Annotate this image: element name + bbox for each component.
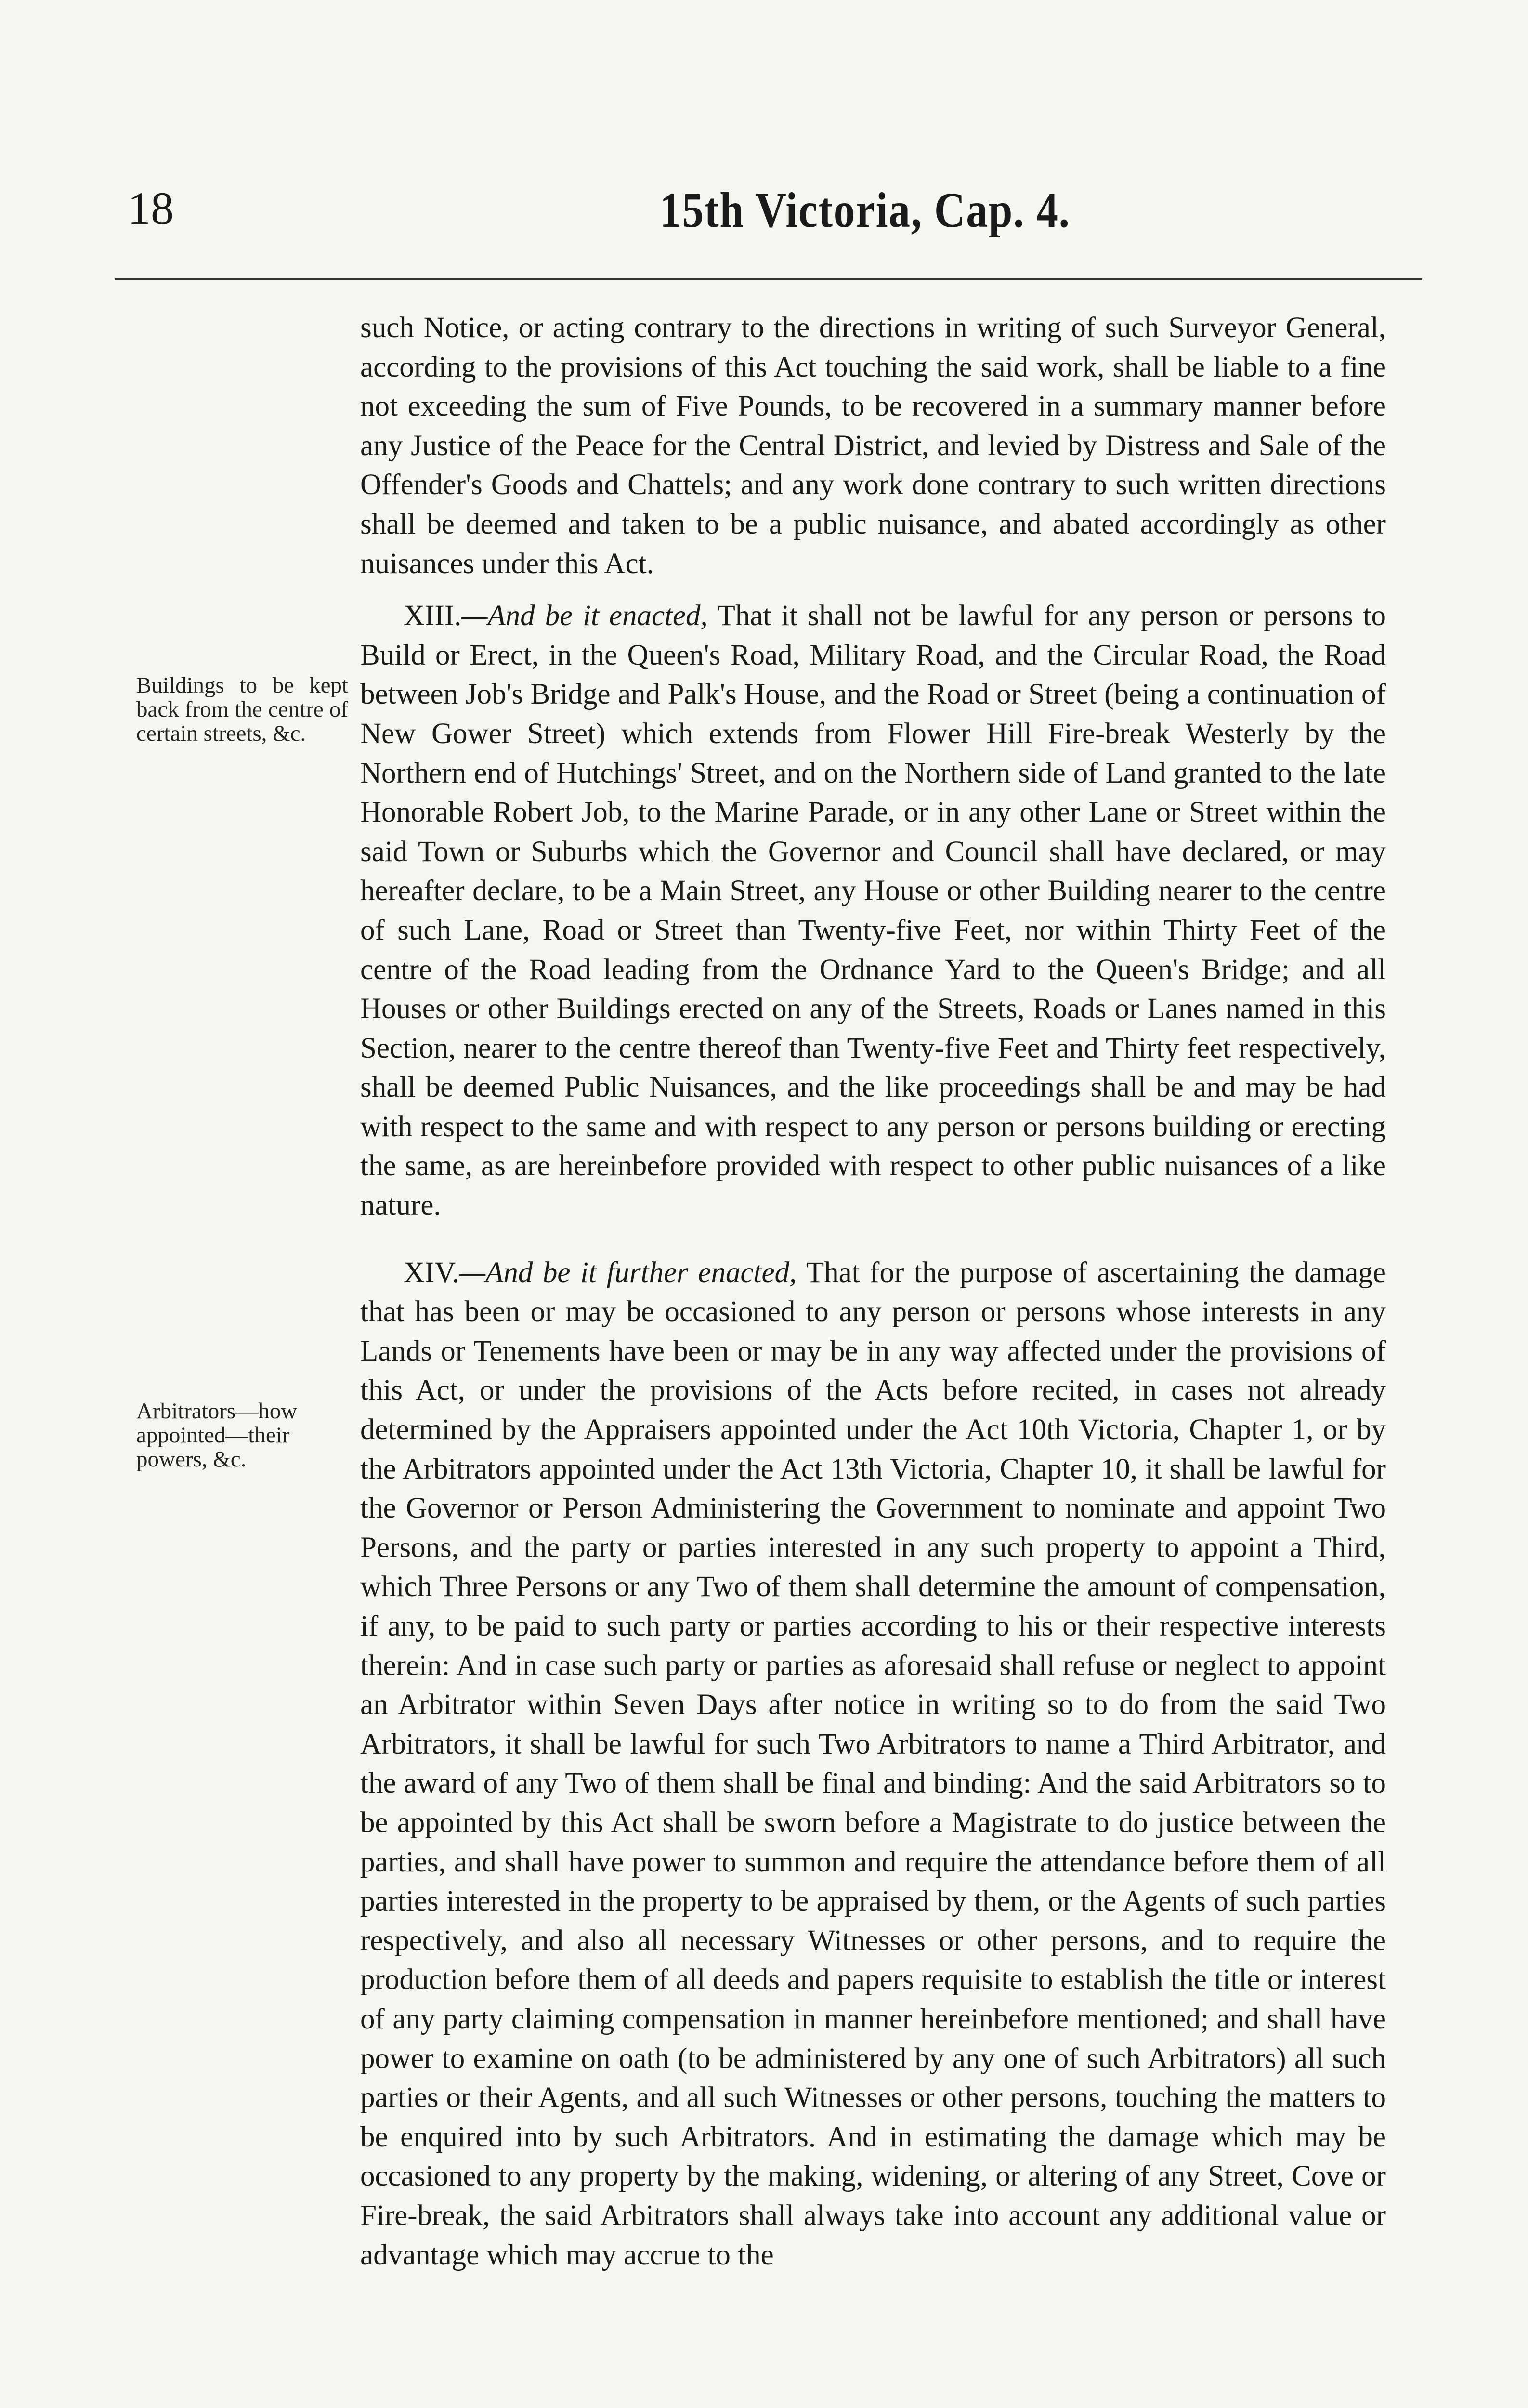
section-number: XIV.: [404, 1256, 459, 1289]
section-number: XIII.: [404, 600, 462, 632]
section-xiii-paragraph: [360, 596, 1386, 1225]
marginal-note-buildings: Buildings to be kept back from the centre of certain streets, &c.: [136, 673, 348, 746]
enacting-clause: —And be it further enacted,: [459, 1256, 797, 1289]
page-number: 18: [128, 183, 174, 234]
body-text: [360, 308, 1386, 2275]
running-title: 15th Victoria, Cap. 4.: [660, 183, 1071, 238]
section-text: That for the purpose of ascertaining the damage that has been or may be occasioned to any person or persons whose interests in any Lands or Tenements have been or may be in any way affected under the provisions of this Act, or under the provisions of the Acts before recited, in cases not already determined by the Appraisers appointed under the Act 10th Victoria, Chapter 1, or by the Arbitrators appointed under the Act 13th Victoria, Chapter 10, it shall be lawful for the Governor or Person Administering the Government to nominate and appoint Two Persons, and the party or parties interested in any such property to appoint a Third, which Three Persons or any Two of them shall determine the amount of compensation, if any, to be paid to such party or parties according to his or their respective interests therein: And in case such party or parties as aforesaid shall refuse or neglect to appoint an Arbitrator within Seven Days after notice in writing so to do from the said Two Arbitrators, it shall be lawful for such Two Arbitrators to name a Third Arbitrator, and the award of any Two of them shall be final and binding: And the said Arbitrators so to be appointed by this Act shall be sworn before a Magistrate to do justice between the parties, and shall have power to summon and require the attendance before them of all parties interested in the property to be appraised by them, or the Agents of such parties respectively, and also all necessary Witnesses or other persons, and to require the production before them of all deeds and papers requisite to establish the title or interest of any party claiming compensation in manner hereinbefore mentioned; and shall have power to examine on oath (to be administered by any one of such Arbitrators) all such parties or their Agents, and all such Witnesses or other persons, touching the matters to be enquired into by such Arbitrators. And in estimating the damage which may be occasioned to any property by the making, widening, or altering of any Street, Cove or Fire-break, the said Arbitrators shall always take into account any additional value or advantage which may accrue to the: [360, 1256, 1386, 2271]
marginal-note-arbitrators: Arbitrators—how appointed—their powers, &c.: [136, 1399, 298, 1472]
enacting-clause: —And be it enacted,: [461, 600, 708, 632]
header-rule: [115, 278, 1422, 280]
section-xiv-paragraph: [360, 1253, 1386, 2275]
continuation-paragraph: such Notice, or acting contrary to the directions in writing of such Surveyor General, according to the provisions of this Act touching the said work, shall be liable to a fine not exceeding the sum of Five Pounds, to be recovered in a summary manner before any Justice of the Peace for the Central District, and levied by Distress and Sale of the Offender's Goods and Chattels; and any work done contrary to such written directions shall be deemed and taken to be a public nuisance, and abated accordingly as other nuisances under this Act.: [360, 312, 1386, 580]
section-text: That it shall not be lawful for any person or persons to Build or Erect, in the Queen's Road, Military Road, and the Circular Road, the Road between Job's Bridge and Palk's House, and the Road or Street (being a continuation of New Gower Street) which extends from Flower Hill Fire-break Westerly by the Northern end of Hutchings' Street, and on the Northern side of Land granted to the late Honorable Robert Job, to the Marine Parade, or in any other Lane or Street within the said Town or Suburbs which the Governor and Council shall have declared, or may hereafter declare, to be a Main Street, any House or other Building nearer to the centre of such Lane, Road or Street than Twenty-five Feet, nor within Thirty Feet of the centre of the Road leading from the Ordnance Yard to the Queen's Bridge; and all Houses or other Buildings erected on any of the Streets, Roads or Lanes named in this Section, nearer to the centre thereof than Twenty-five Feet and Thirty feet respectively, shall be deemed Public Nuisances, and the like proceedings shall be and may be had with respect to the same and with respect to any person or persons building or erecting the same, as are hereinbefore provided with respect to other public nuisances of a like nature.: [360, 600, 1386, 1222]
